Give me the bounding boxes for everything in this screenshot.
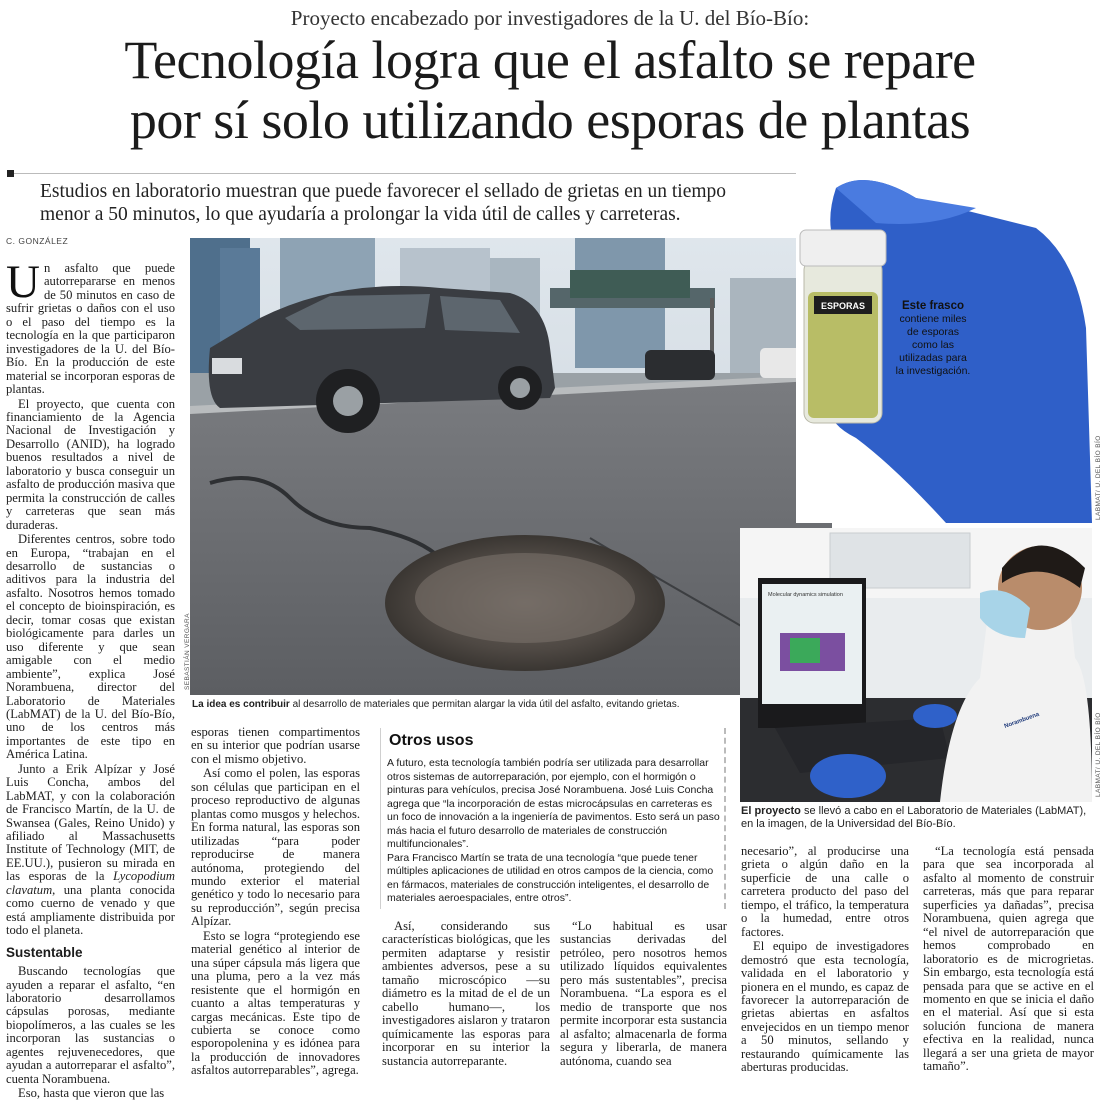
article-column-5 [741, 845, 909, 1075]
species-name: Lycopodium clavatum [6, 869, 175, 897]
sidebar-box-otros-usos [380, 728, 726, 909]
street-caption-text: al desarrollo de materiales que permitan alargar la vida útil del asfalto, evitando grietas. [289, 699, 680, 710]
article-column-6 [923, 845, 1094, 1074]
article-column-4 [560, 920, 727, 1068]
flask-label [895, 300, 971, 378]
paragraph-text: , una planta conocida como cuerno de venado y que está ampliamente distribuida por todo el planeta. [6, 882, 175, 938]
paragraph: esporas tienen compartimentos en su interior que podrían usarse con el mismo objetivo. [191, 725, 360, 766]
paragraph: Así como el polen, las esporas son células que participan en el proceso reproductivo de algunas plantas como musgos y helechos. En forma natural, las esporas son utilizadas “para poder reproducirse de manera autónoma, protegiendo del mundo exterior el material genético y todo lo necesario para su reproducción”, según precisa Alpízar. [191, 766, 360, 929]
paragraph: Esto se logra “protegiendo ese material genético al interior de una súper cápsula más ligera que una pluma, pero a la vez más resistente que el hormigón en cuanto a altas temperaturas y cargas mecánicas. Este tipo de cubierta se conoce como esporopolenina y es idónea para la producción de innovadores asfaltos autorreparables”, agrega. [191, 928, 360, 1078]
bullet-mark [7, 170, 14, 177]
lab-photo-credit: LABMAT/ U. DEL BÍO BÍO [1095, 712, 1102, 797]
drop-cap: U [6, 256, 40, 308]
paragraph: El equipo de investigadores demostró que esta tecnología, validada en el laboratorio y pionera en el mundo, es capaz de favorecer la autorreparación de grietas abiertas en asfaltos envejecidos en un tiempo menor a 50 minutos, sellando y restaurando químicamente las aberturas producidas. [741, 939, 909, 1075]
article-column-3 [382, 920, 550, 1068]
flask-label-bold: Este frasco [901, 300, 964, 312]
paragraph [6, 256, 175, 397]
street-caption-bold: La idea es contribuir [192, 699, 290, 710]
sidebar-box-title: Otros usos [389, 732, 474, 749]
paragraph-text: Junto a Erik Alpízar y José Luis Concha, ambos del LabMAT, y con la colaboración de Francisco Martín, de la U. de Swansea (Gales, Reino Unido) y afiliado al Massachusetts Institute of Technology (MIT, de EE.UU.), pusieron su mirada en las esporas de la [6, 761, 175, 884]
headline-line-2: por sí solo utilizando esporas de plantas [129, 90, 971, 150]
box-border [722, 728, 726, 909]
paragraph: Para Francisco Martín se trata de una tecnología “que puede tener múltiples aplicaciones de utilidad en otros campos de la ciencia, como en fármacos, materiales de construcción inteligentes, el desarrollo de materiales aeroespaciales, entre otros”. [387, 851, 714, 905]
article-column-1 [6, 256, 175, 1101]
paragraph: Buscando tecnologías que ayuden a reparar el asfalto, “en laboratorio desarrollamos cápsulas porosas, mediante biopolímeros, a las cuales se les incorporan las sustancias o agentes rejuvenecedores, que ayudan a autorreparar el asfalto”, cuenta Norambuena. [6, 964, 175, 1086]
paragraph: “La tecnología está pensada para que sea incorporada al asfalto al momento de construir carreteras, más que para reparar superficies ya dañadas”, precisa Norambuena, quien agrega que “el nivel de autorreparación que hemos comprobado en laboratorio es de microgrietas. Sin embargo, esta tecnología está pensada para que se active en el momento en que se inicia el daño en el material. Así que si esta solución funciona de manera efectiva en la realidad, nunca llegará a ser una grieta de mayor tamaño”. [923, 844, 1094, 1074]
section-heading: Sustentable [6, 944, 83, 960]
street-photo-caption [192, 698, 832, 711]
lab-caption-bold: El proyecto [741, 805, 801, 817]
lab-caption-text: se llevó a cabo en el Laboratorio de Materiales (LabMAT), en la imagen, de la Universidad del Bío-Bío. [741, 805, 1087, 830]
paragraph: Diferentes centros, sobre todo en Europa, “trabajan en el desarrollo de sustancias o aditivos para la industria del asfalto. Nosotros hemos tomado el concepto de bioinspiración, es decir, tomar cosas que existan biológicamente para darles un uso diferente y que sean amigable con el medio ambiente”, explica José Norambuena, director del Laboratorio de Materiales (LabMAT) de la U. del Bío-Bío, uno de los centros más importantes de este tipo en América Latina. [6, 532, 175, 762]
subtitle-line-1: Estudios en laboratorio muestran que puede favorecer el sellado de grietas en un tiempo [40, 181, 727, 202]
headline [0, 30, 1100, 150]
subtitle [40, 180, 820, 226]
street-photo-credit: SEBASTIÁN VERGARA [184, 613, 191, 690]
lab-photo-caption [741, 805, 1093, 831]
paragraph: Así, considerando sus características biológicas, que les permiten adaptarse y resistir ambientes adversos, pese a su tamaño microscópico —su diámetro es la mitad de el de un cabello humano—, los investigadores aislaron y trataron químicamente las esporas para incorporar en su interior la sustancia autorreparante. [382, 919, 550, 1068]
paragraph: “Lo habitual es usar sustancias derivadas del petróleo, pero nosotros hemos utilizado líquidos equivalentes pero más sustentables”, precisa Norambuena. “La espora es el medio de transporte que nos permite incorporar esta sustancia al asfalto; almacenarla de forma segura y liberarla, de manera autónoma, cuando sea [560, 919, 727, 1068]
paragraph: Eso, hasta que vieron que las [18, 1086, 165, 1101]
laptop-screen-text: Molecular dynamics simulation [768, 592, 843, 598]
kicker: Proyecto encabezado por investigadores de la U. del Bío-Bío: [290, 6, 810, 30]
flask-label-text: contiene miles de esporas como las utilizadas para la investigación. [895, 313, 971, 377]
lab-researcher-photo [740, 528, 1092, 802]
headline-line-1: Tecnología logra que el asfalto se repare [124, 30, 976, 90]
paragraph-text: n asfalto que puede autorrepararse en menos de 50 minutos en caso de sufrir grietas o daños con el uso o el paso del tiempo es la tecnología en la que participaron investigadores de la U. del Bío-Bío. En la producción de este material se incorporan esporas de plantas. [6, 261, 175, 397]
divider [14, 173, 814, 174]
paragraph: necesario”, al producirse una grieta o algún daño en la superficie de una calle o carretera producto del paso del tiempo, el tráfico, la temperatura o la humedad, entre otros factores. [741, 844, 909, 939]
paragraph [6, 763, 175, 938]
flask-photo-credit: LABMAT/ U. DEL BÍO BÍO [1095, 435, 1102, 520]
article-column-2 [191, 726, 360, 1078]
byline: C. GONZÁLEZ [6, 236, 69, 246]
lab-coat-text: Norambuena [1003, 711, 1041, 730]
street-pothole-photo [190, 238, 832, 695]
subtitle-line-2: menor a 50 minutos, lo que ayudaría a prolongar la vida útil de calles y carreteras. [40, 204, 681, 225]
street-photo-illustration [190, 238, 832, 695]
paragraph: A futuro, esta tecnología también podría ser utilizada para desarrollar otros sistemas de autorreparación, por ejemplo, con el hormigón o pinturas para vehículos, precisa José Norambuena. José Luis Concha agrega que “la incorporación de estas microcápsulas en carreteras es un foco de innovación a la ingeniería de pavimentos. Esto será un paso más hacia el futuro desarrollo de materiales de construcción multifuncionales”. [387, 757, 720, 851]
paragraph: El proyecto, que cuenta con financiamiento de la Agencia Nacional de Investigación y Desarrollo (ANID), ha logrado buenos resultados a nivel de laboratorio y busca conseguir un asfalto de producción masiva que permita la construcción de calles y carreteras que sean más duraderas. [6, 396, 175, 532]
jar-label: ESPORAS [820, 301, 866, 311]
lab-photo-illustration [740, 528, 1092, 802]
sidebar-box-body [387, 757, 723, 906]
